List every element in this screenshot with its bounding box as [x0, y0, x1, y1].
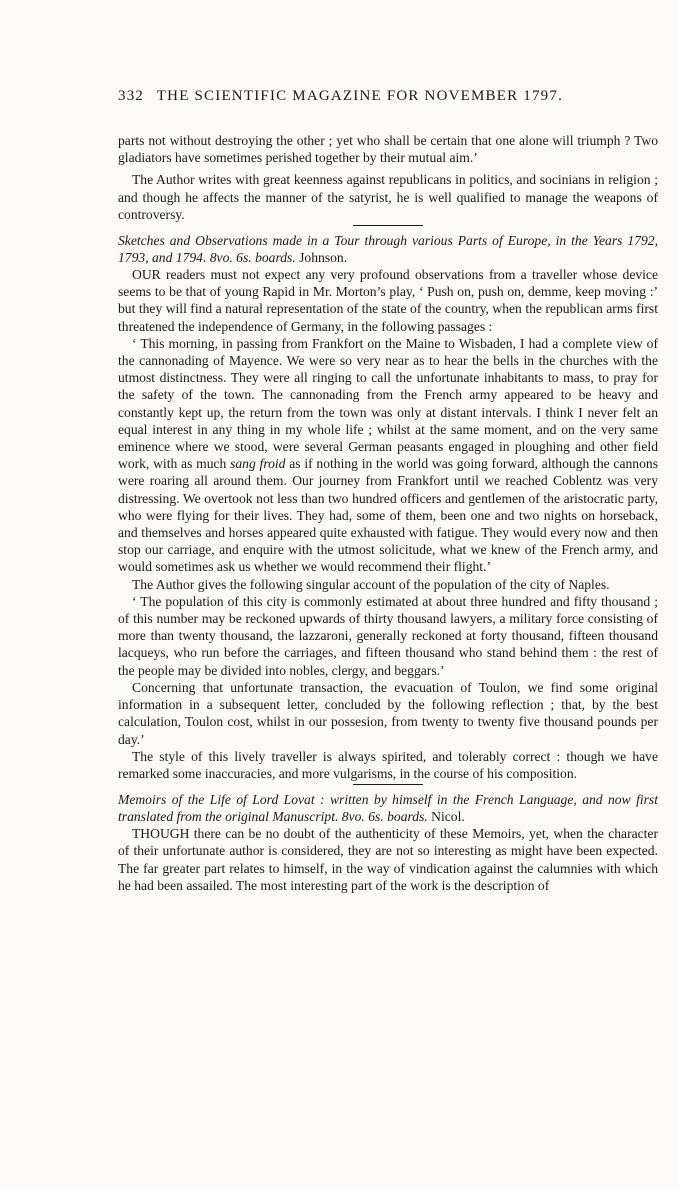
review-publisher: Johnson.	[299, 250, 348, 266]
quote-text: ‘ This morning, in passing from Frankfort on the Maine to Wisbaden, I had a complete view of the cannonading of Mayence. We were so very near as to hear the bells in the churches with the utmost distinctness. They were all ringing to call the unfortunate inhabitants to mass, to pray for the safety of the town. The cannonading from the French army appeared to be heavy and constantly kept up, the return from the town was only at distant intervals. I think I never felt an equal interest in any thing in my whole life ; whilst at the same moment, and on the very same eminence where we stood, were several German peasants engaged in ploughing and other field work, with as much	[118, 335, 658, 472]
paragraph: parts not without destroying the other ; yet who shall be certain that one alone will triumph ? Two gladiators have sometimes perished together by their mutual aim.’	[118, 133, 658, 166]
text-column	[118, 132, 658, 894]
paragraph: The Author writes with great keenness against republicans in politics, and socinians in religion ; and though he affects the manner of the satyrist, he is well qualified to manage the weapons of controversy.	[118, 172, 658, 222]
paragraph: THOUGH there can be no doubt of the authenticity of these Memoirs, yet, when the character of their unfortunate author is considered, they are not so interesting as might have been expected. The far greater part relates to himself, in the way of vindication against the calumnies with which he had been assailed. The most interesting part of the work is the description of	[118, 826, 658, 893]
page-number: 332	[118, 88, 145, 104]
section-divider	[353, 784, 423, 785]
running-title: THE SCIENTIFIC MAGAZINE FOR NOVEMBER 1797.	[156, 88, 564, 104]
running-header	[118, 88, 658, 105]
review-title	[118, 232, 658, 266]
review-publisher: Nicol.	[431, 809, 465, 825]
paragraph: The style of this lively traveller is always spirited, and tolerably correct : though we have remarked some inaccuracies, and more vulgarisms, in the course of his composition.	[118, 748, 658, 781]
quoted-paragraph: ‘ The population of this city is commonly estimated at about three hundred and fifty thousand ; of this number may be reckoned upwards of thirty thousand lawyers, a military force consisting of more than twenty thousand, the lazzaroni, generally reckoned at forty thousand, fifteen thousand lacqueys, who run before the carriages, and fifteen thousand who stand behind them : the rest of the people may be divided into nobles, clergy, and beggars.’	[118, 593, 658, 678]
paragraph: OUR readers must not expect any very profound observations from a traveller whose device seems to be that of young Rapid in Mr. Morton’s play, ‘ Push on, push on, demme, keep moving :’ but they will find a natural representation of the state of the country, when the republican arms first threatened the independence of Germany, in the following passages :	[118, 267, 658, 334]
quote-text: as if nothing in the world was going forward, although the cannons were roaring all around them. Our journey from Frankfort until we reached Coblentz was very distressing. We overtook not less than two hundred officers and gentlemen of the aristocratic party, who were flying for their lives. They had, some of them, been one and two nights on horseback, and themselves and horses appeared quite exhausted with fatigue. They would every now and then stop our carriage, and enquire with the utmost solicitude, what we knew of the French army, and would sometimes ask us whether we would recommend their flight.’	[118, 456, 658, 575]
review-title-text: Sketches and Observations made in a Tour through various Parts of Europe, in the Years 1792, 1793, and 1794. 8vo. 6s. boards.	[118, 233, 658, 266]
section-divider	[353, 225, 423, 226]
review-title	[118, 791, 658, 825]
review-title-text: Memoirs of the Life of Lord Lovat : written by himself in the French Language, and now first translated from the original Manuscript. 8vo. 6s. boards.	[118, 792, 658, 825]
quoted-paragraph	[118, 335, 658, 576]
italic-phrase: sang froid	[230, 456, 286, 472]
paragraph: Concerning that unfortunate transaction, the evacuation of Toulon, we find some original information in a subsequent letter, concluded by the following reflection ; that, by the best calculation, Toulon cost, whilst in our possesion, from twenty to twenty five thousand pounds per day.’	[118, 679, 658, 747]
paragraph: The Author gives the following singular account of the population of the city of Naples.	[132, 576, 610, 592]
